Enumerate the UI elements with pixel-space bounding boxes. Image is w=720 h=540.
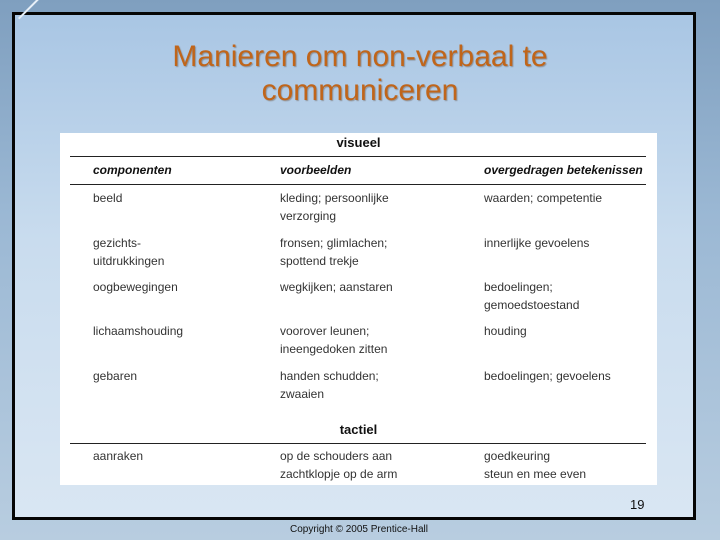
section-tactile-title: tactiel — [339, 422, 378, 437]
table-cell: waarden; competentie — [484, 191, 603, 205]
page-number: 19 — [630, 497, 645, 512]
section-visual-title: visueel — [336, 135, 381, 150]
table-cell: bedoelingen; gevoelens — [484, 369, 611, 383]
header-examples: voorbeelden — [280, 163, 352, 177]
table-cell: goedkeuring steun en mee even — [484, 449, 587, 481]
table-cell: aanraken — [93, 449, 144, 463]
table-cell: lichaamshouding — [93, 324, 184, 338]
header-meanings: overgedragen betekenissen — [484, 163, 643, 177]
table-cell: innerlijke gevoelens — [484, 236, 590, 250]
slide-title — [0, 40, 720, 108]
divider — [70, 443, 646, 444]
copyright-text: Copyright © 2005 Prentice-Hall — [290, 524, 428, 535]
divider — [70, 184, 646, 185]
table-cell: beeld — [93, 191, 123, 205]
table-cell: fronsen; glimlachen; spottend trekje — [280, 236, 388, 268]
table-content — [60, 133, 657, 485]
table-cell: handen schudden; zwaaien — [280, 369, 379, 401]
table-cell: kleding; persoonlijke verzorging — [280, 191, 389, 223]
table-cell: oogbewegingen — [93, 280, 178, 294]
table-cell: gezichts- uitdrukkingen — [93, 236, 165, 268]
table-cell: voorover leunen; ineengedoken zitten — [280, 324, 388, 356]
nonverbal-table — [60, 133, 657, 485]
table-cell: houding — [484, 324, 527, 338]
title-line-1: Manieren om non-verbaal te — [172, 40, 548, 73]
title-line-2: communiceren — [261, 74, 459, 107]
header-components: componenten — [93, 163, 172, 177]
table-cell: op de schouders aan zachtklopje op de arm — [280, 449, 398, 481]
table-cell: bedoelingen; gemoedstoestand — [484, 280, 580, 312]
divider — [70, 156, 646, 157]
table-cell: gebaren — [93, 369, 138, 383]
table-cell: wegkijken; aanstaren — [280, 280, 393, 294]
